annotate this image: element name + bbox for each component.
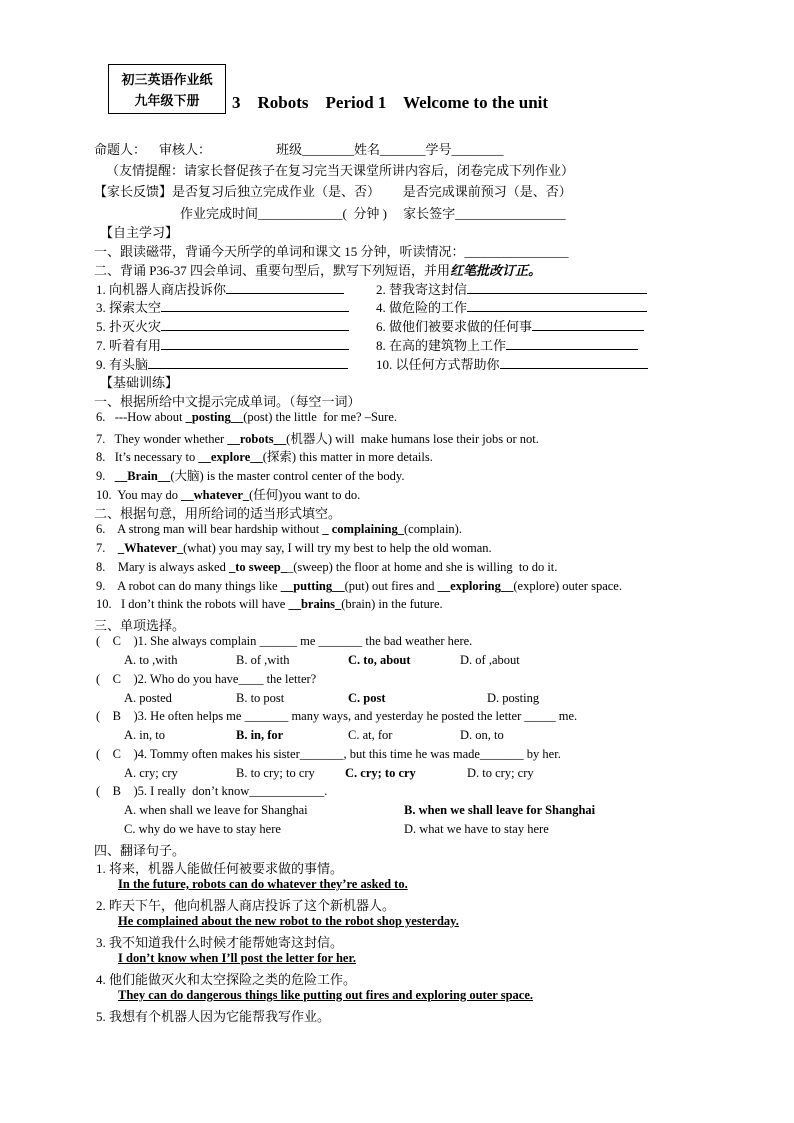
mc-question: ( B )5. I really don’t know____________. [96,784,328,798]
basic-heading: 【基础训练】 [100,375,179,390]
phrase-item: 8. 在高的建筑物上工作 [376,335,638,354]
mc-option: A. to ,with [124,653,178,667]
mc-question: ( C )4. Tommy often makes his sister_______, but this time he was made_______ by her. [96,747,561,761]
exercise-item: 10. I don’t think the robots will have __brains_(brain) in the future. [96,597,443,611]
parent-feedback: 【家长反馈】是否复习后独立完成作业（是、否） 是否完成课前预习（是、否） [94,184,572,199]
mc-option: D. what we have to stay here [404,822,549,836]
phrase-item: 4. 做危险的工作 [376,297,647,316]
exercise-item: 10. You may do __whatever_(任何)you want to do. [96,488,361,502]
mc-option: C. at, for [348,728,393,742]
mc-question: ( C )1. She always complain ______ me _______ the bad weather here. [96,634,473,648]
mc-option: D. to cry; cry [467,766,534,780]
logo-line-2: 九年级下册 [134,93,200,108]
logo-line-1: 初三英语作业纸 [121,72,213,87]
exercise-item: 8. It’s necessary to __explore__(探索) this matter in more details. [96,450,433,464]
mc-option-answer: C. to, about [348,653,411,667]
mc-question: ( C )2. Who do you have____ the letter? [96,672,317,686]
translation-answer: In the future, robots can do whatever they’re asked to. [118,877,408,891]
section-4-title: 四、翻译句子。 [94,843,186,858]
translation-question: 3. 我不知道我什么时候才能帮她寄这封信。 [96,935,344,950]
self-study-heading: 【自主学习】 [100,225,179,240]
mc-option: A. in, to [124,728,165,742]
completion-time: 作业完成时间_____________( 分钟 ) 家长签字_________________ [180,206,566,221]
exercise-item: 9. __Brain__(大脑) is the master control center of the body. [96,469,405,483]
self-study-item-2 [94,260,541,279]
mc-option: D. on, to [460,728,504,742]
mc-option: C. why do we have to stay here [124,822,281,836]
page-title: 3 Robots Period 1 Welcome to the unit [232,93,549,112]
phrase-item: 3. 探索太空 [96,297,349,316]
mc-option: B. to post [236,691,285,705]
mc-option: B. to cry; to cry [236,766,315,780]
mc-option: B. of ,with [236,653,290,667]
translation-answer: They can do dangerous things like putting out fires and exploring outer space. [118,988,533,1002]
mc-option-answer: C. cry; to cry [345,766,416,780]
phrase-item: 7. 听着有用 [96,335,349,354]
worksheet-label-box [108,64,226,114]
translation-question: 5. 我想有个机器人因为它能帮我写作业。 [96,1009,331,1024]
mc-option: A. when shall we leave for Shanghai [124,803,308,817]
mc-option: A. posted [124,691,172,705]
exercise-item: 8. Mary is always asked _to sweep__(sweep) the floor at home and she is willing to do it. [96,560,558,574]
meta-author-line: 命题人： 审核人： 班级________姓名_______学号________ [94,142,504,157]
mc-question: ( B )3. He often helps me _______ many ways, and yesterday he posted the letter _____ me. [96,709,578,723]
item-2-text: 二、背诵 P36-37 四会单词、重要句型后，默写下列短语，并用 [94,263,451,278]
translation-answer: He complained about the new robot to the robot shop yesterday. [118,914,459,928]
exercise-item: 9. A robot can do many things like __putting__(put) out fires and __exploring__(explore) outer space. [96,579,622,593]
section-3-title: 三、单项选择。 [94,618,186,633]
item-2-emphasis: 红笔批改订正。 [450,263,542,278]
phrase-item: 9. 有头脑 [96,354,348,373]
self-study-item-1: 一、跟读磁带，背诵今天所学的单词和课文 15 分钟，听读情况：________________ [94,244,569,259]
phrase-item: 1. 向机器人商店投诉你 [96,279,344,298]
phrase-item: 10. 以任何方式帮助你 [376,354,648,373]
mc-option: A. cry; cry [124,766,178,780]
section-1-title: 一、根据所给中文提示完成单词。（每空一词） [94,394,361,409]
translation-answer: I don’t know when I’ll post the letter for her. [118,951,356,965]
exercise-item: 6. ---How about _posting__(post) the little for me? –Sure. [96,410,398,424]
mc-option-answer: C. post [348,691,386,705]
translation-question: 4. 他们能做灭火和太空探险之类的危险工作。 [96,972,357,987]
meta-tip: （友情提醒：请家长督促孩子在复习完当天课堂所讲内容后，闭卷完成下列作业） [106,163,575,178]
translation-question: 2. 昨天下午，他向机器人商店投诉了这个新机器人。 [96,898,396,913]
mc-option: D. of ,about [460,653,520,667]
exercise-item: 6. A strong man will bear hardship without _ complaining_(complain). [96,522,462,536]
exercise-item: 7. _Whatever_(what) you may say, I will try my best to help the old woman. [96,541,492,555]
mc-option-answer: B. in, for [236,728,284,742]
phrase-item: 2. 替我寄这封信 [376,279,647,298]
mc-option: D. posting [487,691,540,705]
phrase-item: 6. 做他们被要求做的任何事 [376,316,644,335]
exercise-item: 7. They wonder whether __robots__(机器人) will make humans lose their jobs or not. [96,432,539,446]
section-2-title: 二、根据句意，用所给词的适当形式填空。 [94,506,342,521]
phrase-item: 5. 扑灭火灾 [96,316,349,335]
translation-question: 1. 将来，机器人能做任何被要求做的事情。 [96,861,344,876]
mc-option-answer: B. when we shall leave for Shanghai [404,803,596,817]
